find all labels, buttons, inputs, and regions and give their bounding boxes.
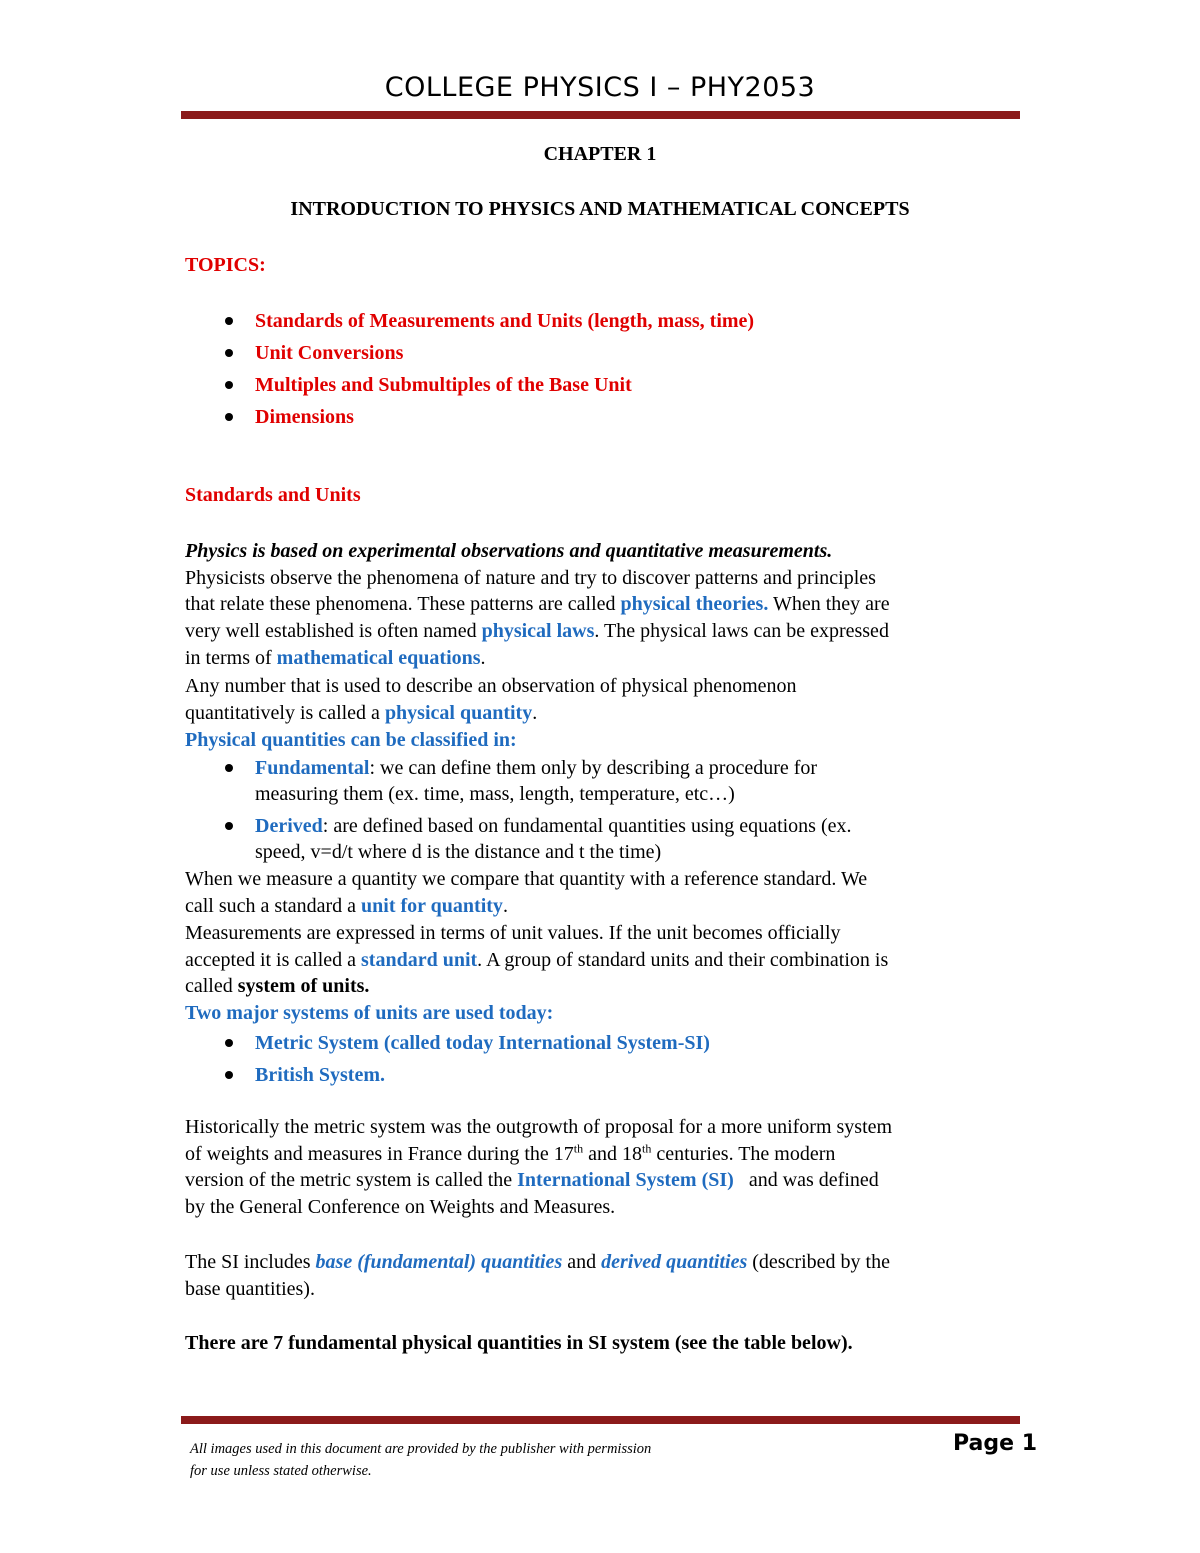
paragraph-line: call such a standard a unit for quantity.: [185, 895, 508, 917]
list-item: Derived: are defined based on fundamental quantities using equations (ex. speed, v=d/t where d is the distance and t the time): [225, 813, 852, 865]
bullet-icon: [225, 822, 233, 830]
term-physical-laws: physical laws: [481, 620, 595, 642]
paragraph-line: The SI includes base (fundamental) quantities and derived quantities (described by the: [185, 1251, 890, 1273]
term-base-quantities: base (fundamental) quantities: [315, 1251, 563, 1273]
topics-heading: TOPICS:: [185, 254, 266, 276]
bullet-icon: [225, 317, 233, 325]
paragraph-line: version of the metric system is called the International System (SI) and was defined: [185, 1169, 879, 1191]
chapter-number: CHAPTER 1: [543, 143, 657, 165]
list-item: Standards of Measurements and Units (length, mass, time): [225, 308, 754, 340]
paragraph-line: in terms of mathematical equations.: [185, 647, 486, 669]
paragraph-line: by the General Conference on Weights and Measures.: [185, 1196, 616, 1218]
paragraph-line: very well established is often named physical laws. The physical laws can be expressed: [185, 620, 889, 642]
term-physical-theories: physical theories.: [620, 593, 769, 615]
paragraph-line: quantitatively is called a physical quantity.: [185, 702, 538, 724]
systems-heading: Two major systems of units are used today:: [185, 1002, 554, 1024]
paragraph-line: Historically the metric system was the outgrowth of proposal for a more uniform system: [185, 1116, 893, 1138]
paragraph-line: base quantities).: [185, 1278, 315, 1300]
list-item: Fundamental: we can define them only by describing a procedure for measuring them (ex. time, mass, length, temperature, etc…): [225, 755, 852, 807]
header-rule: [181, 111, 1020, 119]
classified-heading: Physical quantities can be classified in:: [185, 729, 517, 751]
topics-list: [225, 308, 754, 436]
paragraph-line: accepted it is called a standard unit. A group of standard units and their combination is: [185, 949, 889, 971]
list-item: British System.: [225, 1062, 710, 1094]
header-title: COLLEGE PHYSICS I – PHY2053: [384, 72, 816, 103]
list-item: Unit Conversions: [225, 340, 754, 372]
term-standard-unit: standard unit: [361, 949, 478, 971]
footer-note: All images used in this document are provided by the publisher with permission for use unless stated otherwise.: [190, 1441, 652, 1479]
paragraph-line: of weights and measures in France during the 17th and 18th centuries. The modern: [185, 1141, 836, 1165]
bullet-icon: [225, 1071, 233, 1079]
chapter-title: INTRODUCTION TO PHYSICS AND MATHEMATICAL CONCEPTS: [290, 198, 910, 220]
term-unit-for-quantity: unit for quantity: [361, 895, 503, 917]
bullet-icon: [225, 764, 233, 772]
classified-list: [225, 755, 852, 865]
section-heading: Standards and Units: [185, 484, 361, 506]
paragraph-line: Physicists observe the phenomena of nature and try to discover patterns and principles: [185, 567, 876, 589]
paragraph-line: called system of units.: [185, 975, 370, 997]
term-international-system: International System (SI): [517, 1169, 734, 1191]
term-mathematical-equations: mathematical equations: [276, 647, 481, 669]
systems-list: [225, 1030, 710, 1094]
paragraph-line: Any number that is used to describe an observation of physical phenomenon: [185, 675, 797, 697]
bullet-icon: [225, 413, 233, 421]
list-item: Multiples and Submultiples of the Base Unit: [225, 372, 754, 404]
footer-rule: [181, 1416, 1020, 1424]
bullet-icon: [225, 349, 233, 357]
bullet-icon: [225, 381, 233, 389]
term-derived-quantities: derived quantities: [601, 1251, 748, 1273]
paragraph-line: that relate these phenomena. These patterns are called physical theories. When they are: [185, 593, 890, 615]
paragraph-line: Measurements are expressed in terms of unit values. If the unit becomes officially: [185, 922, 841, 944]
paragraph-line: When we measure a quantity we compare that quantity with a reference standard. We: [185, 868, 868, 890]
list-item: Dimensions: [225, 404, 754, 436]
intro-lead: Physics is based on experimental observations and quantitative measurements.: [185, 540, 833, 562]
list-item: Metric System (called today International System-SI): [225, 1030, 710, 1062]
fundamental-count-statement: There are 7 fundamental physical quantities in SI system (see the table below).: [185, 1332, 853, 1354]
page-number: Page 1: [953, 1431, 1038, 1456]
term-system-of-units: system of units.: [237, 975, 370, 997]
bullet-icon: [225, 1039, 233, 1047]
term-physical-quantity: physical quantity: [384, 702, 533, 724]
